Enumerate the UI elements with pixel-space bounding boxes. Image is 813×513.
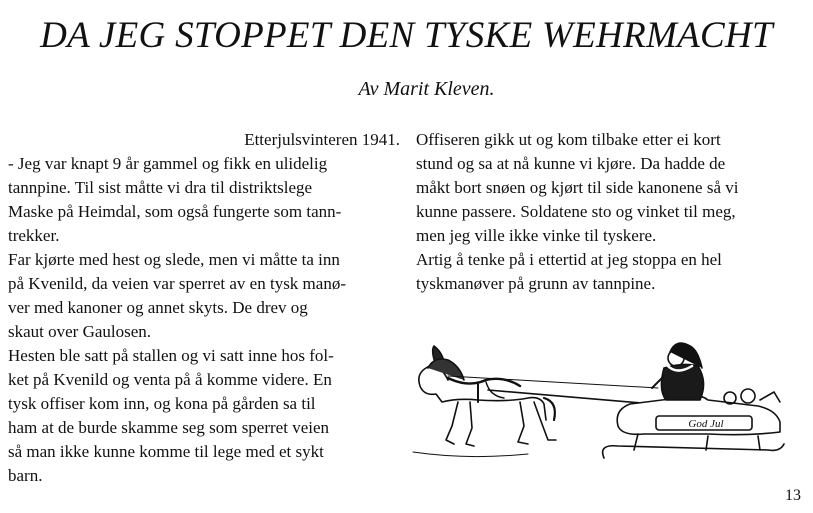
text-line: men jeg ville ikke vinke til tyskere. <box>416 226 657 245</box>
article-title: DA JEG STOPPET DEN TYSKE WEHRMACHT <box>40 15 773 56</box>
text-line: måkt bort snøen og kjørt til side kanonene så vi <box>416 178 739 197</box>
horse-sleigh-illustration <box>408 340 788 475</box>
text-line: kunne passere. Soldatene sto og vinket til meg, <box>416 202 736 221</box>
text-line: ham at de burde skamme seg som sperret veien <box>8 418 330 437</box>
text-line: skaut over Gaulosen. <box>8 322 152 341</box>
text-line: ket på Kvenild og venta på å komme videre. En <box>8 370 332 389</box>
right-column <box>416 128 808 296</box>
text-line: ver med kanoner og annet skyts. De drev og <box>8 298 308 317</box>
text-line: Hesten ble satt på stallen og vi satt inne hos fol- <box>8 346 334 365</box>
text-line: Artig å tenke på i ettertid at jeg stoppa en hel <box>416 250 722 269</box>
text-line: - Jeg var knapt 9 år gammel og fikk en ulidelig <box>8 154 328 173</box>
date-line: Etterjulsvinteren 1941. <box>244 130 400 149</box>
byline: Av Marit Kleven. <box>358 78 495 100</box>
left-column <box>8 128 400 488</box>
text-line: stund og sa at nå kunne vi kjøre. Da hadde de <box>416 154 726 173</box>
text-line: trekker. <box>8 226 60 245</box>
text-line: tyskmanøver på grunn av tannpine. <box>416 274 656 293</box>
text-line: så man ikke kunne komme til lege med et sykt <box>8 442 324 461</box>
text-line: Maske på Heimdal, som også fungerte som tann- <box>8 202 342 221</box>
text-line: Offiseren gikk ut og kom tilbake etter ei kort <box>416 130 721 149</box>
text-line: på Kvenild, da veien var sperret av en tysk manø- <box>8 274 346 293</box>
page-number: 13 <box>785 487 801 504</box>
text-line: barn. <box>8 466 43 485</box>
sleigh-text: God Jul <box>688 418 724 430</box>
text-line: tysk offiser kom inn, og kona på gården sa til <box>8 394 316 413</box>
text-line: tannpine. Til sist måtte vi dra til distriktslege <box>8 178 313 197</box>
text-line: Far kjørte med hest og slede, men vi måtte ta inn <box>8 250 340 269</box>
